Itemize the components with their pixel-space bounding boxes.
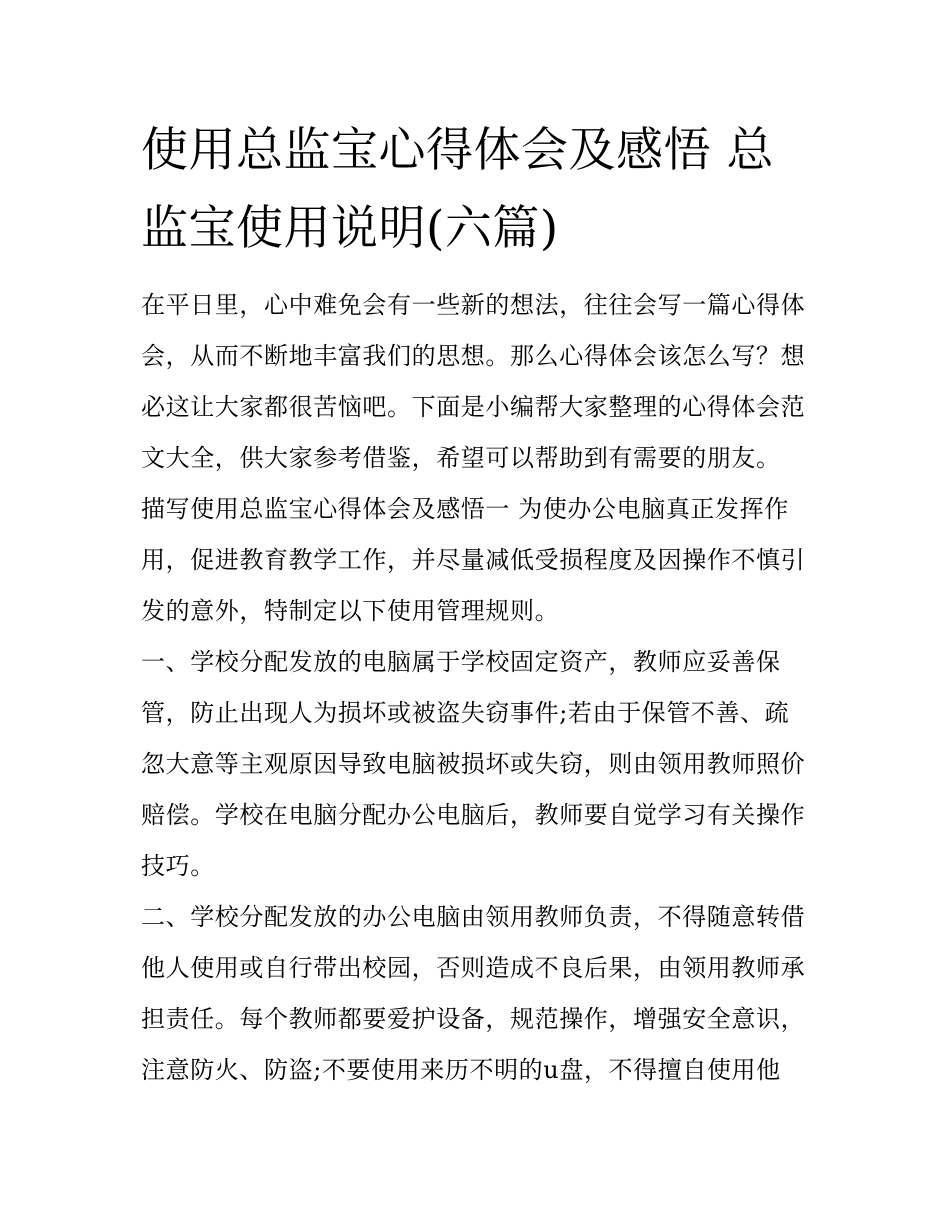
paragraph-intro: 在平日里，心中难免会有一些新的想法，往往会写一篇心得体会，从而不断地丰富我们的思想。那么心得体会该怎么写？想必这让大家都很苦恼吧。下面是小编帮大家整理的心得体会范文大全，供大家参考借鉴，希望可以帮助到有需要的朋友。 xyxy=(141,291,806,472)
paragraph-section-one-intro: 描写使用总监宝心得体会及感悟一 为使办公电脑真正发挥作用，促进教育教学工作，并尽量减低受损程度及因操作不慎引发的意外，特制定以下使用管理规则。 xyxy=(141,495,806,625)
document-content xyxy=(141,112,813,1096)
document-title: 使用总监宝心得体会及感悟 总监宝使用说明(六篇) xyxy=(141,123,774,256)
paragraph-rule-one: 一、学校分配发放的电脑属于学校固定资产，教师应妥善保管，防止出现人为损坏或被盗失窃事件;若由于保管不善、疏忽大意等主观原因导致电脑被损坏或失窃，则由领用教师照价赔偿。学校在电脑分配办公电脑后，教师要自觉学习有关操作技巧。 xyxy=(141,648,806,880)
paragraph-rule-two: 二、学校分配发放的办公电脑由领用教师负责，不得随意转借他人使用或自行带出校园，否则造成不良后果，由领用教师承担责任。每个教师都要爱护设备，规范操作，增强安全意识，注意防火、防盗;不要使用来历不明的u盘，不得擅自使用他 xyxy=(141,903,806,1084)
